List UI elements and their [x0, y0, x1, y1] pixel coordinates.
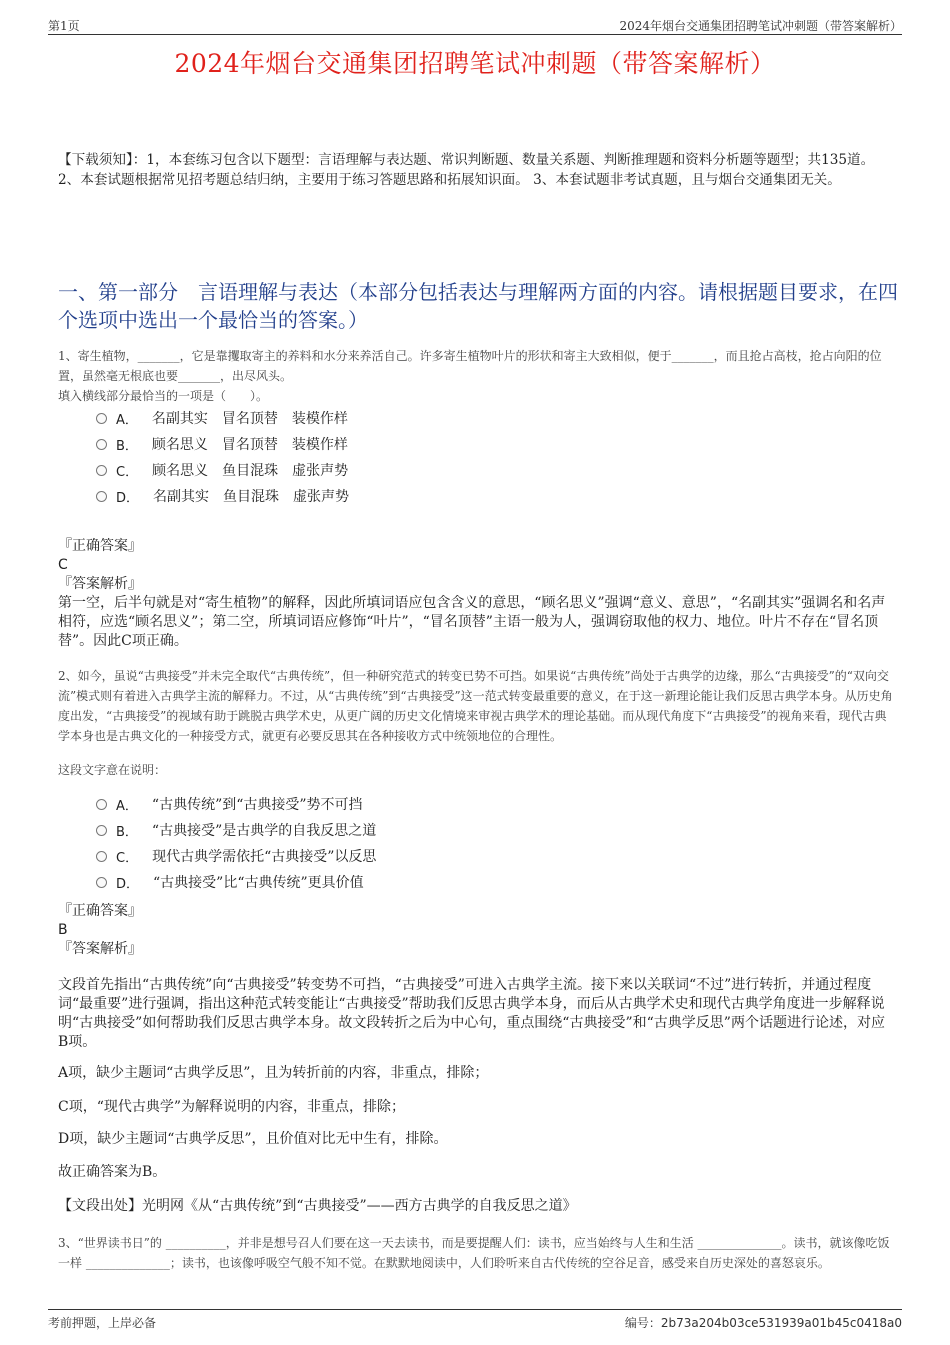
footer-serial: 编号：2b73a204b03ce531939a01b45c0418a0 — [624, 1316, 902, 1330]
header-doc-title: 2024年烟台交通集团招聘笔试冲刺题（带答案解析） — [619, 19, 902, 33]
question-2-option-c[interactable]: C． 现代古典学需依托“古典接受”以反思 — [96, 843, 376, 869]
question-2-option-b[interactable]: B． “古典接受”是古典学的自我反思之道 — [96, 817, 376, 843]
radio-button-icon[interactable] — [96, 799, 107, 810]
radio-button-icon[interactable] — [96, 877, 107, 888]
question-2-source: 【文段出处】光明网《从“古典传统”到“古典接受”——西方古典学的自我反思之道》 — [58, 1198, 577, 1214]
question-1-options — [96, 405, 349, 509]
question-2-prompt: 这段文字意在说明： — [58, 763, 167, 777]
answer-value: B — [58, 922, 68, 938]
question-2-option-d[interactable]: D． “古典接受”比“古典传统”更具价值 — [96, 869, 376, 895]
analysis-label: 『答案解析』 — [58, 941, 142, 957]
answer-label: 『正确答案』 — [58, 903, 142, 919]
radio-button-icon[interactable] — [96, 413, 107, 424]
radio-button-icon[interactable] — [96, 851, 107, 862]
question-1-stem: 1、寄生植物，_______，它是靠攫取寄主的养料和水分来养活自己。许多寄生植物叶片的形状和寄主大致相似，便于_______，而且抢占高枝，抢占向阳的位置，虽然毫无根底也要_______，出尽风头。 — [58, 349, 882, 383]
question-2-analysis-a: A项，缺少主题词“古典学反思”，且为转折前的内容，非重点，排除； — [58, 1065, 489, 1081]
question-2-answer — [58, 902, 894, 959]
download-notice: 【下载须知】：1，本套练习包含以下题型：言语理解与表达题、常识判断题、数量关系题、判断推理题和资料分析题等题型；共135道。 2、本套试题根据常见招考题总结归纳，主要用于练习答题思路和拓展知识面。 3、本套试题非考试真题，且与烟台交通集团无关。 — [58, 152, 875, 188]
analysis-text: 第一空，后半句就是对“寄生植物”的解释，因此所填词语应包含含义的意思，“顾名思义”强调“意义、意思”，“名副其实”强调名和名声相符，应选“顾名思义”；第二空，所填词语应修饰“叶片”，“冒名顶替”主语一般为人，强调窃取他的权力、地位。叶片不存在“冒名顶替”。因此C项正确。 — [58, 595, 886, 649]
question-2-analysis-main: 文段首先指出“古典传统”向“古典接受”转变势不可挡，“古典接受”可进入古典学主流。接下来以关联词“不过”进行转折，并通过程度词“最重要”进行强调，指出这种范式转变能让“古典接受”帮助我们反思古典学本身，而后从古典学术史和现代古典学角度进一步解释说明“古典接受”如何帮助我们反思古典学本身。故文段转折之后为中心句，重点围绕“古典接受”和“古典学反思”两个话题进行论述，对应B项。 — [58, 977, 885, 1050]
radio-button-icon[interactable] — [96, 439, 107, 450]
question-2-option-a[interactable]: A． “古典传统”到“古典接受”势不可挡 — [96, 791, 376, 817]
question-2-analysis-c: C项，“现代古典学”为解释说明的内容，非重点，排除； — [58, 1099, 406, 1115]
question-2-conclusion: 故正确答案为B。 — [58, 1164, 167, 1180]
section-heading: 一、第一部分 言语理解与表达（本部分包括表达与理解两方面的内容。请根据题目要求，在四个选项中选出一个最恰当的答案。） — [58, 280, 898, 332]
question-1-option-d[interactable]: D． 名副其实 鱼目混珠 虚张声势 — [96, 483, 349, 509]
question-2-stem: 2、如今，虽说“古典接受”并未完全取代“古典传统”，但一种研究范式的转变已势不可挡。如果说“古典传统”尚处于古典学的边缘，那么“古典接受”的“双向交流”模式则有着进入古典学主流的解释力。不过，从“古典传统”到“古典接受”这一范式转变最重要的意义，在于这一新理论能让我们反思古典学本身。从历史角度出发，“古典接受”的视域有助于跳脱古典学术史，从更广阔的历史文化情境来审视古典学术的理论基础。而从现代角度下“古典接受”的视角来看，现代古典学本身也是古典文化的一种接受方式，就更有必要反思其在各种接收方式中统领地位的合理性。 — [58, 669, 893, 743]
analysis-label: 『答案解析』 — [58, 576, 142, 592]
question-2-analysis-d: D项，缺少主题词“古典学反思”，且价值对比无中生有，排除。 — [58, 1131, 448, 1147]
answer-value: C — [58, 557, 68, 573]
answer-label: 『正确答案』 — [58, 538, 142, 554]
question-1-option-b[interactable]: B． 顾名思义 冒名顶替 装模作样 — [96, 431, 349, 457]
page-header — [48, 14, 902, 35]
footer-slogan: 考前押题，上岸必备 — [48, 1316, 157, 1330]
question-3-stem: 3、“世界读书日”的 __________，并非是想号召人们要在这一天去读书，而是要提醒人们：读书，应当始终与人生和生活 ______________。读书，就该像吃饭一样 ______________；读书，也该像呼吸空气般不知不觉。在默默地阅读中，人们聆听来自古代传统的空谷足音，感受来自历史深处的喜怒哀乐。 — [58, 1236, 890, 1270]
page-footer — [48, 1309, 902, 1330]
question-2-options — [96, 791, 376, 895]
radio-button-icon[interactable] — [96, 825, 107, 836]
document-title: 2024年烟台交通集团招聘笔试冲刺题（带答案解析） — [174, 49, 776, 78]
question-1-option-a[interactable]: A． 名副其实 冒名顶替 装模作样 — [96, 405, 349, 431]
page-number: 第1页 — [48, 19, 80, 33]
question-1-prompt: 填入横线部分最恰当的一项是（ ）。 — [58, 389, 269, 403]
question-1-option-c[interactable]: C． 顾名思义 鱼目混珠 虚张声势 — [96, 457, 349, 483]
question-1-answer — [58, 537, 894, 651]
radio-button-icon[interactable] — [96, 491, 107, 502]
radio-button-icon[interactable] — [96, 465, 107, 476]
